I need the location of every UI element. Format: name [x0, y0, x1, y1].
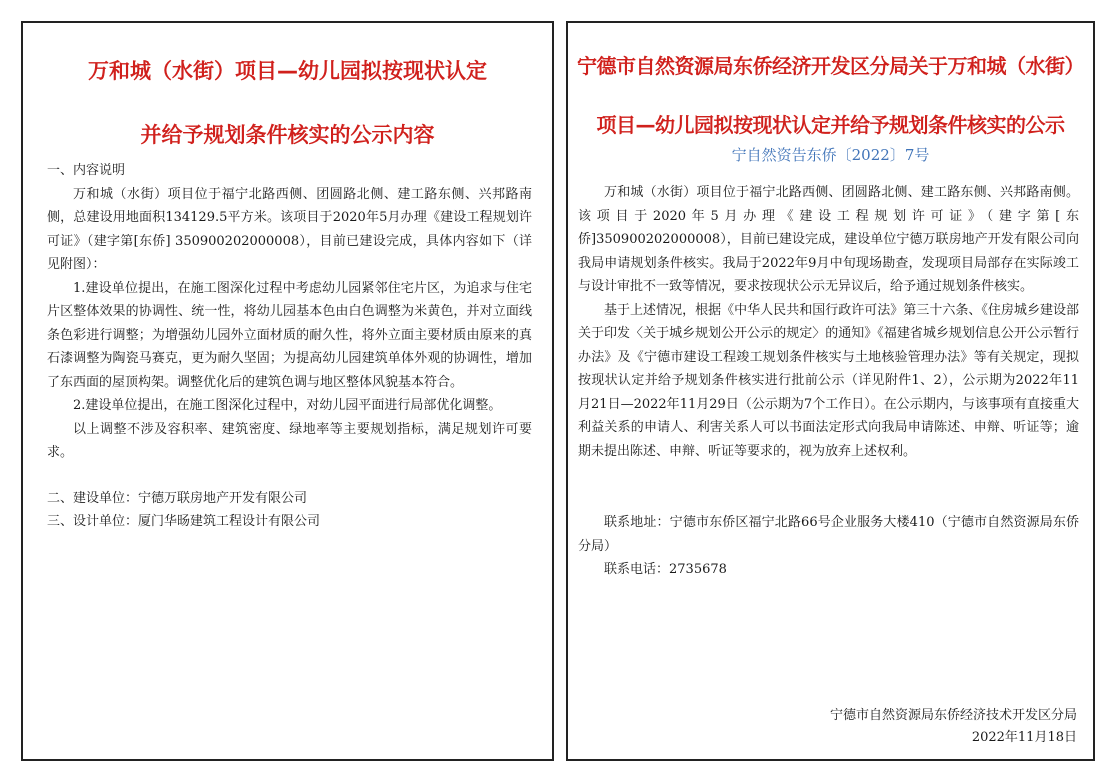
builder-line: 二、建设单位：宁德万联房地产开发有限公司 [47, 490, 308, 506]
item2-paragraph: 2.建设单位提出，在施工图深化过程中，对幼儿园平面进行局部优化调整。 [73, 398, 502, 413]
conclusion-paragraph: 以上调整不涉及容积率、建筑密度、绿地率等主要规划指标，满足规划许可要求。 [47, 421, 532, 460]
notice-paragraph-2: 基于上述情况，根据《中华人民共和国行政许可法》第三十六条、《住房城乡建设部关于印发〈关于城乡规划公开公示的规定〉的通知》《福建省城乡规划信息公开公示暂行办法》及《宁德市建设工程竣工规划条件核实与土地核验管理办法》等有关规定，现拟按现状认定并给予规划条件核实进行批前公示（详见附件1、2），公示期为2022年11月21日—2022年11月29日（公示期为7个工作日）。在公示期内，与该事项有直接重大利益关系的申请人、利害关系人可以书面法定形式向我局申请陈述、申辩、听证等；逾期未提出陈述、申辩、听证等要求的，视为放弃上述权利。 [578, 302, 1079, 459]
section1-heading: 一、内容说明 [47, 163, 126, 178]
right-body [578, 181, 1079, 582]
contact-address: 联系地址：宁德市东侨区福宁北路66号企业服务大楼410（宁德市自然资源局东侨分局） [578, 515, 1079, 554]
left-body [47, 159, 532, 534]
left-title-line2: 并给予规划条件核实的公示内容 [140, 123, 435, 147]
designer-line: 三、设计单位：厦门华旸建筑工程设计有限公司 [47, 514, 321, 529]
item1-paragraph: 1.建设单位提出，在施工图深化过程中考虑幼儿园紧邻住宅片区，为追求与住宅片区整体效果的协调性、统一性，将幼儿园基本色由白色调整为米黄色，并对立面线条色彩进行调整；为增强幼儿园外立面材质的耐久性，将外立面主要材质由原来的真石漆调整为陶瓷马赛克，更为耐久坚固；为提高幼儿园建筑单体外观的协调性，增加了东西面的屋顶构架。调整优化后的建筑色调与地区整体风貌基本符合。 [47, 280, 532, 390]
right-title-line1: 宁德市自然资源局东侨经济开发区分局关于万和城（水街） [577, 54, 1084, 78]
notice-content-panel [21, 21, 554, 761]
official-notice-panel [566, 21, 1095, 761]
document-number: 宁自然资告东侨〔2022〕7号 [731, 146, 930, 164]
issuer-name: 宁德市自然资源局东侨经济技术开发区分局 [829, 708, 1077, 723]
contact-phone: 联系电话：2735678 [604, 562, 727, 577]
notice-paragraph-1: 万和城（水街）项目位于福宁北路西侧、团圆路北侧、建工路东侧、兴邦路南侧。该项目于2020年5月办理《建设工程规划许可证》（建字第[东侨]350900202000008），目前已建设完成，建设单位宁德万联房地产开发有限公司向我局申请规划条件核实。我局于2022年9月中旬现场勘查，发现项目局部存在实际竣工与设计审批不一致等情况，要求按现状公示无异议后，给予通过规划条件核实。 [578, 185, 1079, 294]
left-title-line1: 万和城（水街）项目—幼儿园拟按现状认定 [88, 59, 487, 83]
issue-date: 2022年11月18日 [971, 730, 1077, 745]
intro-paragraph: 万和城（水街）项目位于福宁北路西侧、团圆路北侧、建工路东侧、兴邦路南侧，总建设用地面积134129.5平方米。该项目于2020年5月办理《建设工程规划许可证》（建字第[东侨] 350900202000008），目前已建设完成，具体内容如下（详见附图）： [47, 186, 532, 272]
right-title-line2: 项目—幼儿园拟按现状认定并给予规划条件核实的公示 [596, 113, 1065, 137]
notice-footer [830, 705, 1077, 749]
